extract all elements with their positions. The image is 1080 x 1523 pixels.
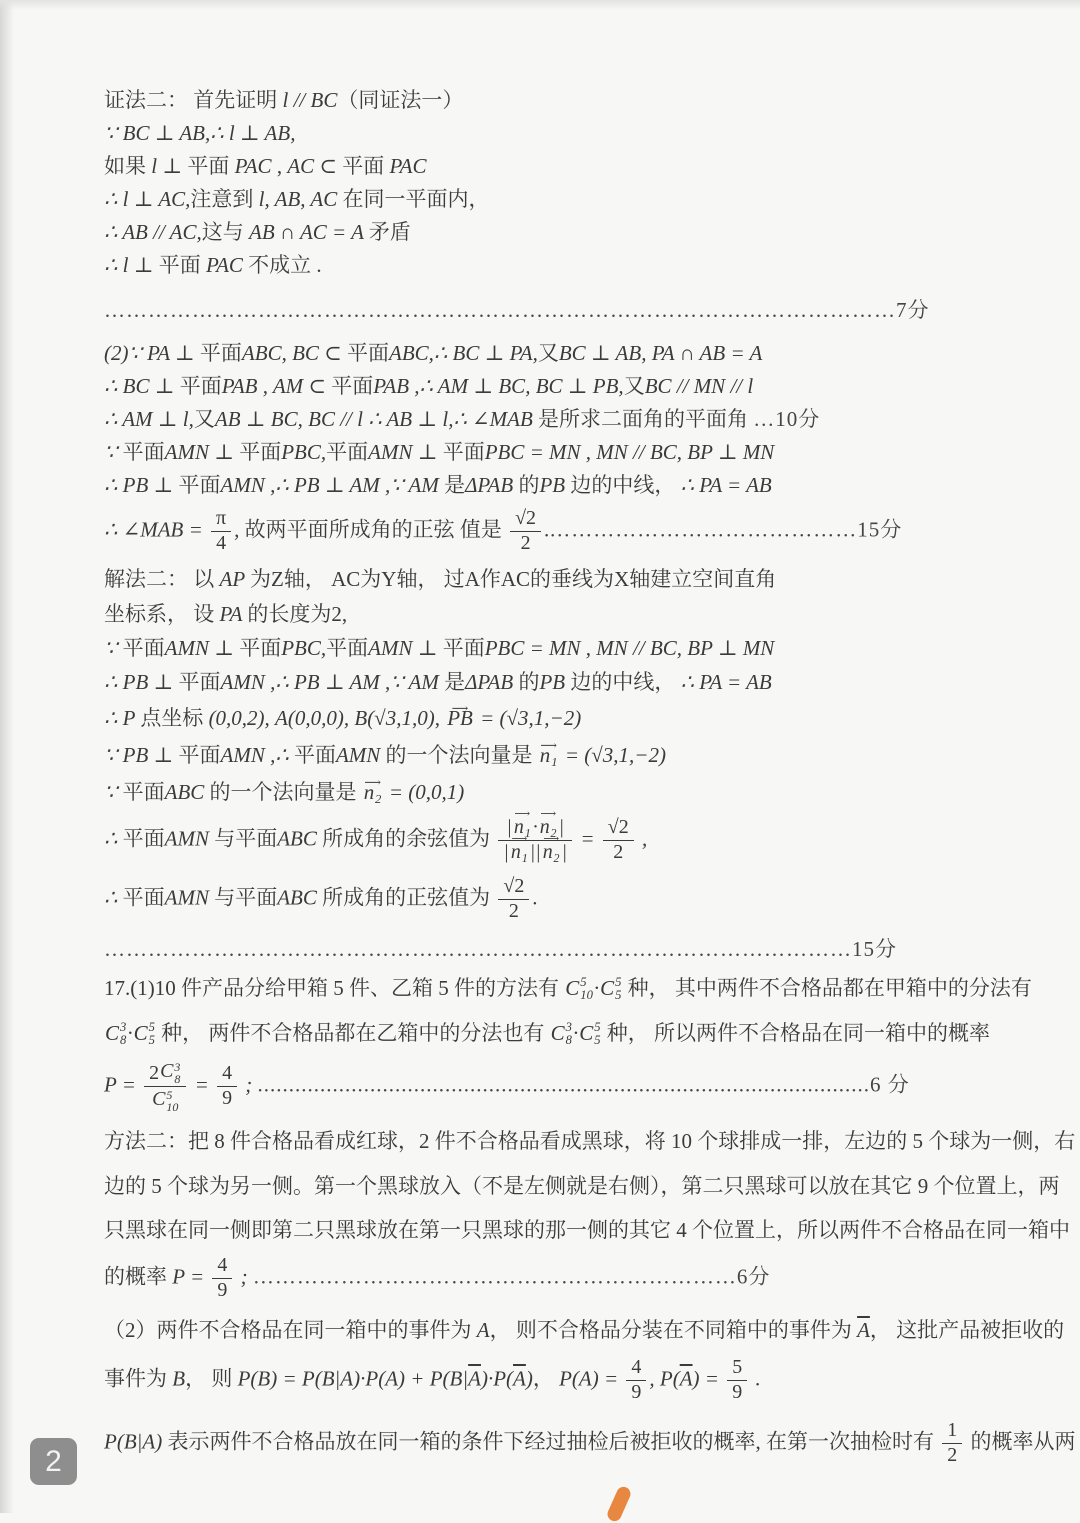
score-dots-15 — [104, 935, 994, 964]
text-fragment: 与平面 — [214, 826, 278, 851]
page-number-badge — [30, 1438, 77, 1485]
math-fragment: = (√3,1,−2) — [559, 742, 666, 767]
math-fragment: A — [476, 1317, 490, 1342]
math-fragment: = — [575, 826, 600, 851]
q17-part2-explain — [104, 1418, 1076, 1467]
coefficient-base: C — [105, 1020, 120, 1045]
subscript: 5 — [594, 1033, 601, 1048]
text-fragment: 事件为 — [104, 1366, 173, 1390]
fraction-denominator — [144, 1087, 186, 1113]
fraction — [942, 1420, 962, 1467]
superscript: 5 — [580, 974, 587, 989]
math-fragment: AMN — [164, 826, 215, 851]
math-fragment: B — [172, 1366, 186, 1390]
vector-notation: ⟶ n₁ — [514, 817, 531, 839]
text-fragment: 的 — [518, 473, 540, 497]
text-fragment: 又 — [193, 407, 215, 431]
text-fragment: 平面 — [239, 635, 282, 660]
proof2-step — [104, 218, 994, 247]
math-fragment: ) = — [692, 1366, 725, 1390]
math-fragment: PBC, — [281, 635, 327, 660]
q17-part2 — [104, 1316, 1065, 1345]
text-fragment: 平面 — [122, 779, 165, 804]
superscript: 5 — [166, 1087, 173, 1102]
math-fragment: ∴ PB ⊥ — [104, 473, 179, 497]
text-fragment: . — [544, 517, 550, 542]
part2-step — [104, 438, 994, 467]
text-fragment: 种， 其中两件不合格品都在甲箱中的分法有 — [622, 975, 1032, 1000]
text-fragment: 平面 — [347, 341, 390, 365]
text-fragment: 表示两件不合格品放在同一箱的条件下经过抽检后被拒收的概率, 在第一次抽检时有 — [167, 1428, 940, 1453]
subscript: 8 — [565, 1033, 572, 1048]
text-fragment: 平面 — [331, 374, 374, 398]
text-fragment: 2 — [149, 1061, 160, 1084]
binomial-coefficient — [152, 1088, 178, 1113]
page-top-shadow — [0, 0, 1080, 10]
math-fragment: , P( — [649, 1366, 680, 1390]
method2-title — [104, 565, 994, 594]
fraction-numerator: 4 — [217, 1063, 237, 1087]
proof2-step — [104, 119, 994, 148]
math-fragment: P = — [104, 1072, 142, 1097]
math-fragment: l // BC — [282, 88, 338, 112]
superscript: 3 — [174, 1059, 181, 1074]
method2-normal2 — [104, 778, 994, 807]
math-fragment: , — [636, 826, 648, 851]
math-fragment: . — [750, 1366, 761, 1390]
text-fragment: ， 则 — [185, 1366, 238, 1390]
math-fragment: = (0,0,1) — [383, 779, 465, 804]
dots-leader: ..................................................................................................6 分 — [257, 1072, 910, 1097]
method2-step — [104, 668, 994, 697]
math-fragment: PAC — [205, 253, 249, 277]
text-fragment: 又 — [623, 374, 645, 398]
coefficient-base: C — [579, 1020, 594, 1045]
text-fragment: 如果 — [104, 154, 152, 178]
text-fragment: 点坐标 — [140, 705, 209, 730]
text-fragment: 边的中线， — [570, 669, 681, 694]
math-fragment: PBC = MN , MN // BC, BP ⊥ MN — [484, 440, 775, 464]
binomial-coefficient — [134, 1019, 155, 1048]
coefficient-indices — [580, 976, 593, 1002]
proof2-step — [104, 152, 994, 181]
complement-event-bar: $\overline{A}$ — [468, 1366, 481, 1390]
fraction-numerator: π — [211, 508, 231, 532]
math-fragment: ∴ BC ⊥ — [104, 374, 180, 398]
fraction-denominator: 9 — [217, 1278, 228, 1301]
math-fragment: ∵ PB ⊥ — [104, 742, 179, 767]
vector-notation: ⟶ PB — [447, 704, 473, 733]
math-fragment: · — [572, 1020, 579, 1045]
text-fragment: 的一个法向量是 — [209, 779, 362, 804]
text-fragment: 与平面 — [214, 885, 278, 909]
math-fragment: ∴ PA = AB — [680, 669, 772, 694]
math-fragment: l, AB, AC — [258, 187, 343, 211]
q17-method2-prob — [104, 1255, 994, 1302]
text-fragment: 方法二：把 8 件合格品看成红球，2 件不合格品看成黑球，将 10 个球排成一排，左边的 5 个球为一侧，右 — [104, 1128, 1076, 1153]
fraction-numerator: √2 — [510, 508, 541, 532]
part2-step — [104, 372, 994, 401]
math-fragment: ∵ — [104, 779, 123, 804]
text-fragment: 这与 — [201, 220, 250, 244]
orange-logo-mark — [605, 1485, 632, 1523]
math-fragment: PB — [539, 473, 571, 497]
vector-notation: ⟶ n₂ — [543, 842, 560, 864]
subscript: 5 — [148, 1033, 155, 1048]
text-fragment: 平面 — [178, 742, 221, 767]
fraction-numerator: √2 — [498, 876, 529, 900]
fraction — [211, 508, 231, 555]
subscript: 10 — [166, 1100, 179, 1115]
math-fragment: , — [234, 517, 245, 542]
text-fragment: 的一个法向量是 — [385, 742, 538, 767]
math-fragment: AP — [219, 566, 251, 591]
math-fragment: AB ⊥ BC, BC // l ∴ AB ⊥ l,∴ ∠MAB — [214, 407, 539, 431]
vector-notation: ⟶ n₁ — [540, 741, 558, 770]
math-fragment: ∴ AB // AC, — [104, 220, 202, 244]
binomial-coefficient — [160, 1060, 180, 1085]
dots-leader: …………………………………………………………6分 — [252, 1264, 771, 1289]
math-fragment: | — [506, 815, 512, 838]
math-fragment: ∴ l ⊥ — [104, 253, 159, 277]
binomial-coefficient — [551, 1019, 572, 1048]
math-fragment: AMN ⊥ — [368, 440, 443, 464]
text-fragment: 平面 — [293, 742, 336, 767]
coefficient-base: C — [565, 975, 580, 1000]
text-fragment: 平面 — [122, 440, 165, 464]
math-fragment: · — [593, 975, 600, 1000]
text-fragment: 的 — [518, 669, 540, 694]
text-fragment: 边的 5 个球为另一侧。第一个黑球放入（不是左侧就是右侧），第二只黑球可以放在其它 9 个位置上，两 — [104, 1173, 1060, 1198]
math-fragment: P = — [172, 1264, 210, 1289]
text-fragment: ， 这批产品被拒收的 — [869, 1317, 1065, 1342]
coefficient-base: C — [600, 975, 615, 1000]
text-fragment: 为Z轴， AC为Y轴， 过A作AC的垂线为X轴建立空间直角 — [250, 566, 777, 591]
math-fragment: ABC, BC ⊂ — [241, 341, 348, 365]
text-fragment: 平面 — [342, 154, 390, 178]
math-fragment: | — [503, 840, 509, 863]
text-fragment: 平面 — [442, 635, 485, 660]
math-fragment: (0,0,2), A(0,0,0), B(√3,1,0), — [208, 705, 446, 730]
text-fragment: 注意到 — [190, 187, 259, 211]
page-edge-shadow — [0, 0, 14, 1513]
fraction — [626, 1357, 646, 1404]
fraction-numerator: 5 — [727, 1357, 747, 1381]
fraction-numerator: 4 — [212, 1255, 232, 1279]
math-fragment: BC // MN // l — [644, 374, 754, 398]
text-fragment: 平面 — [122, 885, 165, 909]
text-fragment: 又 — [537, 341, 559, 365]
method2-sine — [104, 876, 994, 923]
math-fragment: ; — [235, 1264, 253, 1289]
math-fragment: PB — [539, 669, 571, 694]
text-fragment: 是所求二面角的平面角 — [538, 407, 754, 431]
text-fragment: 坐标系， 设 — [104, 601, 220, 626]
dots-leader: ……………………………………15分 — [549, 517, 903, 542]
math-fragment: | — [561, 840, 568, 863]
binomial-coefficient — [600, 974, 621, 1003]
math-fragment: AMN ⊥ — [164, 440, 240, 464]
fraction-denominator: 4 — [216, 531, 227, 554]
math-fragment: ABC — [277, 885, 323, 909]
proof2-step — [104, 185, 994, 214]
binomial-coefficient — [579, 1019, 600, 1048]
text-fragment: , — [271, 154, 288, 178]
proof2-step — [104, 251, 994, 280]
proof2-title — [104, 86, 994, 115]
math-fragment: AMN ⊥ — [164, 635, 240, 660]
math-fragment: ∴ AM ⊥ l, — [104, 407, 194, 431]
math-fragment: PAB ,∴ AM ⊥ BC, BC ⊥ PB, — [373, 374, 624, 398]
q17-method2 — [104, 1172, 1060, 1201]
text-fragment: 平面 — [326, 635, 369, 660]
text-fragment: 平面 — [178, 473, 221, 497]
text-fragment: 平面 — [187, 154, 235, 178]
superscript: 5 — [615, 974, 622, 989]
math-fragment: AMN ,∴ PB ⊥ AM ,∵ AM — [220, 669, 445, 694]
binomial-coefficient — [565, 974, 593, 1003]
subscript: 8 — [174, 1072, 181, 1087]
text-fragment: 平面 — [178, 669, 221, 694]
q17-probability — [104, 1060, 994, 1113]
coefficient-indices — [174, 1061, 180, 1086]
coefficient-base: C — [133, 1020, 148, 1045]
text-fragment: 平面 — [179, 374, 222, 398]
text-fragment: 是 — [444, 669, 466, 694]
math-fragment: ∵ — [104, 440, 123, 464]
text-fragment: 17.(1)10 件产品分给甲箱 5 件、乙箱 5 件的方法有 — [104, 975, 565, 1000]
math-fragment: )·P( — [480, 1366, 514, 1390]
text-fragment: 的长度为2, — [247, 601, 348, 626]
binomial-coefficient — [105, 1019, 126, 1048]
fraction-numerator: 4 — [626, 1357, 646, 1381]
text-fragment: 解法二： 以 — [104, 566, 220, 591]
text-fragment: 平面 — [239, 440, 282, 464]
text-fragment: 的概率从两 — [965, 1428, 1076, 1453]
part2-step — [104, 339, 994, 368]
fraction — [498, 876, 529, 923]
text-fragment: 种， 所以两件不合格品在同一箱中的概率 — [601, 1020, 990, 1045]
vector-notation: ⟶ n₁ — [511, 842, 528, 864]
text-fragment: （2）两件不合格品在同一箱中的事件为 — [104, 1317, 477, 1342]
coefficient-indices — [594, 1021, 600, 1047]
math-fragment: ΔPAB — [465, 669, 519, 694]
fraction-denominator: 2 — [508, 899, 519, 922]
dots-leader: …10分 — [753, 407, 821, 431]
math-fragment: ABC — [164, 779, 210, 804]
text-fragment: 在同一平面内， — [342, 187, 490, 211]
math-fragment: AMN — [164, 885, 215, 909]
solution-document — [104, 86, 1076, 1467]
method2-coords — [104, 704, 994, 733]
math-fragment: || — [529, 840, 541, 863]
text-fragment: 平面 — [199, 341, 242, 365]
math-fragment: l ⊥ — [151, 154, 188, 178]
math-fragment: AMN — [335, 742, 386, 767]
vector-notation: ⟶ n₂ — [364, 778, 382, 807]
math-fragment: ∴ P — [104, 705, 141, 730]
dots-leader: …………………………………………………………………………………………15分 — [104, 936, 897, 961]
fraction — [510, 508, 541, 555]
fraction-denominator: 9 — [631, 1380, 642, 1403]
q17-part2-formula — [104, 1357, 994, 1404]
fraction-numerator: 1 — [942, 1420, 962, 1444]
dots-leader: ………………………………………………………………………………………………7分 — [104, 298, 930, 322]
q17-part1 — [104, 1019, 994, 1048]
text-fragment: 矛盾 — [368, 220, 411, 244]
math-fragment: P(B|A) — [104, 1428, 168, 1453]
fraction — [727, 1357, 747, 1404]
fraction-denominator: 9 — [222, 1086, 233, 1109]
math-fragment: ; — [240, 1072, 258, 1097]
q17-method2 — [104, 1127, 1076, 1156]
coefficient-indices — [120, 1021, 126, 1047]
subscript: 10 — [580, 988, 593, 1003]
text-fragment: ， — [532, 1366, 560, 1390]
text-fragment: . — [532, 885, 538, 909]
math-fragment: · — [127, 1020, 133, 1045]
fraction — [498, 817, 572, 864]
math-fragment: (2)∵ PA ⊥ — [104, 341, 200, 365]
math-fragment: ABC — [277, 826, 323, 851]
math-fragment: = — [189, 1072, 215, 1097]
math-fragment: ABC,∴ BC ⊥ PA, — [389, 341, 538, 365]
fraction-denominator: 9 — [732, 1380, 743, 1403]
math-fragment: PAC — [234, 154, 272, 178]
method2-cosine — [104, 817, 994, 864]
fraction-numerator — [498, 817, 572, 841]
superscript: 3 — [565, 1019, 572, 1034]
math-fragment: P(B) = P(B|A)·P(A) + P(B| — [237, 1366, 469, 1390]
complement-event-bar: $\overline{A}$ — [513, 1366, 526, 1390]
math-fragment: AMN ,∴ — [220, 742, 294, 767]
math-fragment: PAC — [389, 154, 427, 178]
math-fragment: ∴ l ⊥ AC, — [104, 187, 191, 211]
math-fragment: = (√3,1,−2) — [474, 705, 582, 730]
text-fragment: 所成角的正弦值为 — [322, 885, 496, 909]
fraction-denominator: 2 — [520, 531, 531, 554]
text-fragment: 证法二： 首先证明 — [104, 88, 283, 112]
math-fragment: ∴ PA = AB — [680, 473, 772, 497]
subscript: 8 — [120, 1033, 127, 1048]
math-fragment: PAB , AM ⊂ — [221, 374, 332, 398]
math-fragment: P(A) = — [559, 1366, 624, 1390]
coefficient-base: C — [152, 1088, 166, 1111]
fraction — [212, 1255, 232, 1302]
math-fragment: ∴ — [104, 826, 123, 851]
fraction — [603, 817, 634, 864]
score-dots-7 — [104, 296, 994, 325]
method2-normal1 — [104, 741, 994, 770]
text-fragment: 平面 — [122, 635, 165, 660]
part2-conclusion — [104, 508, 994, 555]
math-fragment: · — [532, 815, 538, 838]
math-fragment: ∴ — [104, 885, 123, 909]
coefficient-base: C — [550, 1020, 565, 1045]
part2-step — [104, 471, 994, 500]
math-fragment: ΔPAB — [465, 473, 519, 497]
math-fragment: PBC = MN , MN // BC, BP ⊥ MN — [484, 635, 775, 660]
text-fragment: 故两平面所成角的正弦 值是 — [244, 517, 508, 542]
coefficient-indices — [166, 1089, 178, 1114]
q17-method2 — [104, 1216, 1070, 1245]
q17-part1 — [104, 974, 1032, 1003]
subscript: 5 — [615, 988, 622, 1003]
math-fragment: | — [558, 815, 565, 838]
math-fragment: AC ⊂ — [287, 154, 343, 178]
math-fragment: ∵ BC ⊥ AB,∴ l ⊥ AB, — [104, 121, 296, 145]
math-fragment: ∵ — [104, 635, 123, 660]
fraction-numerator — [144, 1060, 186, 1087]
method2-step — [104, 600, 994, 629]
text-fragment: 是 — [444, 473, 466, 497]
superscript: 3 — [120, 1019, 127, 1034]
text-fragment: 平面 — [326, 440, 369, 464]
fraction — [217, 1063, 237, 1110]
vector-notation: ⟶ n₂ — [540, 817, 557, 839]
complement-event-bar: $\overline{A}$ — [679, 1366, 693, 1390]
math-fragment: BC ⊥ AB, PA ∩ AB = A — [558, 341, 763, 365]
text-fragment: 边的中线， — [570, 473, 681, 497]
page-number: 2 — [45, 1444, 62, 1478]
math-fragment: ) — [525, 1366, 533, 1390]
text-fragment: 的概率 — [104, 1264, 173, 1289]
math-fragment: AB ∩ AC = A — [249, 220, 369, 244]
text-fragment: （同证法一） — [337, 88, 464, 112]
method2-step — [104, 634, 994, 663]
math-fragment: ∴ ∠MAB = — [104, 517, 209, 542]
superscript: 5 — [148, 1019, 155, 1034]
fraction-numerator: √2 — [603, 817, 634, 841]
text-fragment: 平面 — [442, 440, 485, 464]
fraction-denominator — [498, 841, 572, 864]
coefficient-indices — [566, 1021, 572, 1047]
text-fragment: 种， 两件不合格品都在乙箱中的分法也有 — [155, 1020, 550, 1045]
math-fragment: PBC, — [281, 440, 327, 464]
coefficient-indices — [149, 1021, 155, 1047]
fraction — [144, 1060, 186, 1113]
math-fragment: ∴ PB ⊥ — [104, 669, 179, 694]
text-fragment: 只黑球在同一侧即第二只黑球放在第一只黑球的那一侧的其它 4 个位置上，所以两件不合格品在同一箱中 — [104, 1217, 1070, 1242]
math-fragment: AMN ⊥ — [368, 635, 443, 660]
text-fragment: 平面 — [122, 826, 165, 851]
fraction-denominator: 2 — [947, 1443, 958, 1466]
text-fragment: ， 则不合格品分装在不同箱中的事件为 — [489, 1317, 858, 1342]
fraction-denominator: 2 — [613, 840, 624, 863]
superscript: 5 — [594, 1019, 601, 1034]
part2-step — [104, 405, 994, 434]
coefficient-base: C — [160, 1060, 174, 1083]
math-fragment: AMN ,∴ PB ⊥ AM ,∵ AM — [220, 473, 445, 497]
coefficient-indices — [615, 976, 621, 1002]
math-fragment: PA — [219, 601, 248, 626]
text-fragment: 所成角的余弦值为 — [322, 826, 496, 851]
text-fragment: 不成立 . — [248, 253, 322, 277]
complement-event-bar: $\overline{A}$ — [857, 1317, 870, 1342]
text-fragment: 平面 — [158, 253, 206, 277]
